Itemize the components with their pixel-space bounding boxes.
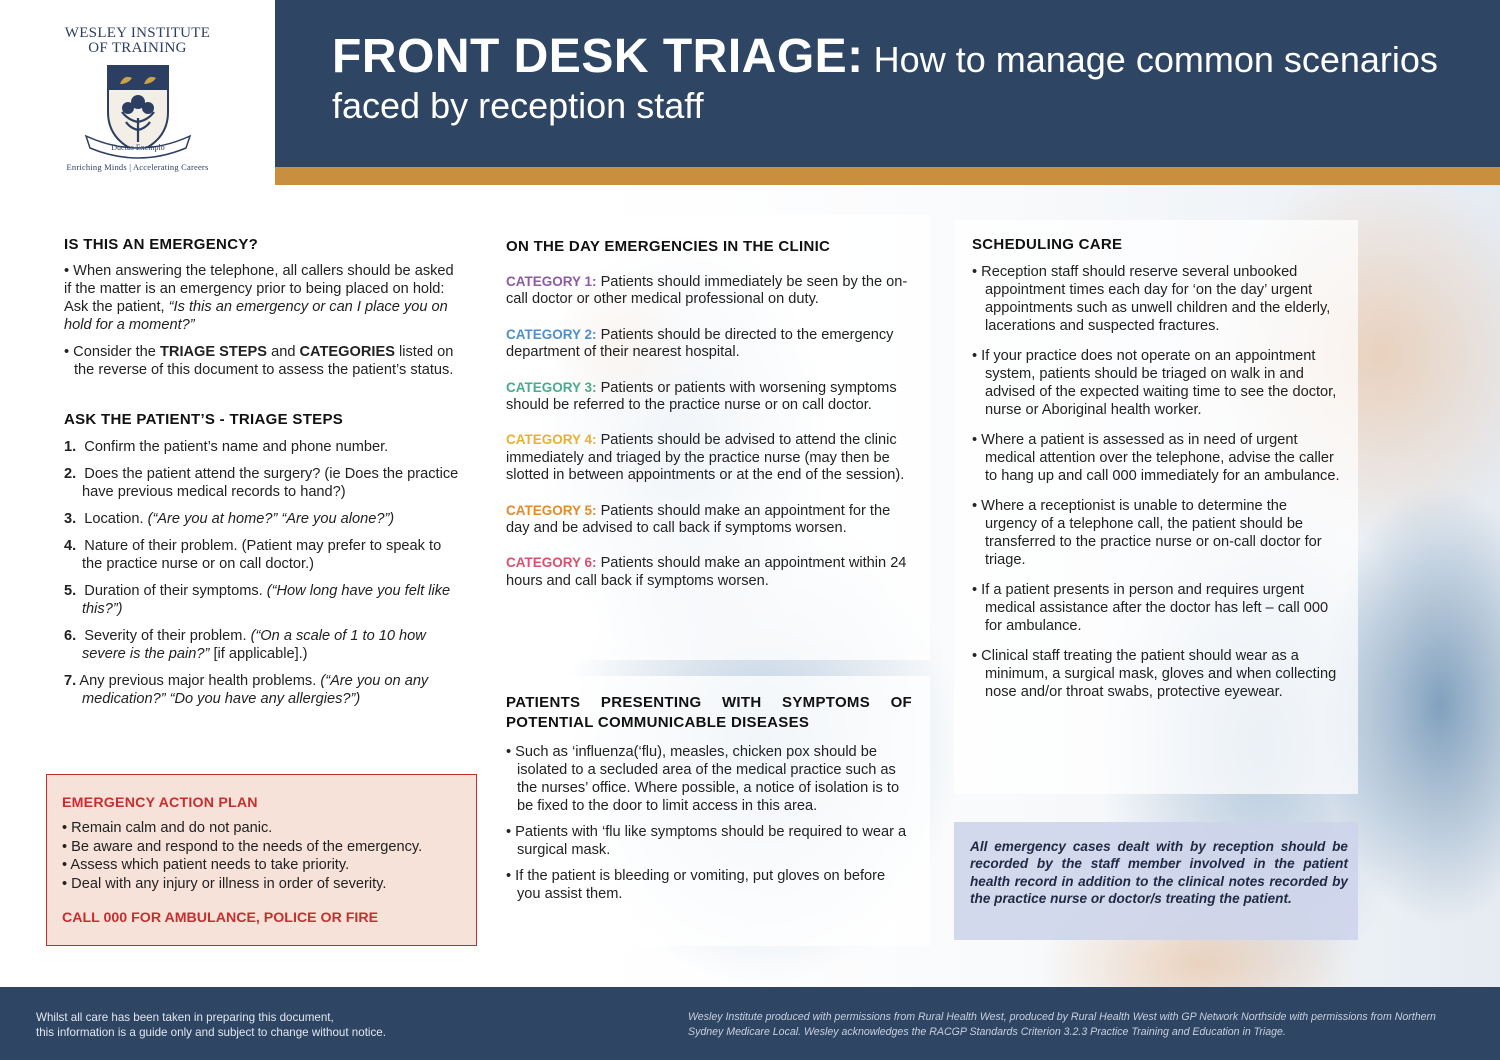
plan-item: • Remain calm and do not panic. xyxy=(62,820,273,836)
communicable-list xyxy=(506,743,912,903)
triage-heading: ASK THE PATIENT’S - TRIAGE STEPS xyxy=(64,411,344,428)
communicable-item: • If the patient is bleeding or vomiting, put gloves on before you assist them. xyxy=(506,868,886,902)
scheduling-item: • If a patient presents in person and requires urgent medical assistance after the doctor has left – call 000 for ambulance. xyxy=(972,582,1329,634)
category-text: Patients should be advised to attend the clinic immediately and triaged by the practice nurse (may then be slotted in between appointments or at the end of the session). xyxy=(506,432,905,484)
clinic-column xyxy=(506,238,912,590)
triage-step xyxy=(64,672,464,708)
title-rest: How to manage common scenarios faced by reception staff xyxy=(332,39,1438,126)
scheduling-item-text: Clinical staff treating the patient should wear as a minimum, a surgical mask, gloves and when collecting nose and/or throat swabs, protective eyewear. xyxy=(981,648,1337,700)
scheduling-item-text: Where a receptionist is unable to determine the urgency of a telephone call, the patient should be transferred to the practice nurse or on-call doctor for triage. xyxy=(981,498,1322,568)
footer-credits: Wesley Institute produced with permissions from Rural Health West, produced by Rural Health West with GP Network Northside with permissions from Northern Sydney Medicare Local. Wesley acknowledges the RACGP Standards Criterion 3.2.3 Practice Training and Education in Triage. xyxy=(688,1011,1436,1038)
communicable-item-text: Patients with ‘flu like symptoms should be required to wear a surgical mask. xyxy=(515,824,907,858)
category-text: Patients should make an appointment for the day and be advised to call back if symptoms worsen. xyxy=(506,502,891,537)
recording-note-text: All emergency cases dealt with by reception should be recorded by the staff member involved in the patient health record in addition to the clinical notes recorded by the practice nurse or doctor/s treating the patient. xyxy=(970,839,1348,907)
step-number: 3. xyxy=(64,511,77,527)
triage-step xyxy=(64,465,464,501)
title-strong: FRONT DESK TRIAGE: xyxy=(332,30,864,83)
communicable-column xyxy=(506,693,912,911)
triage-step xyxy=(64,438,464,456)
step-number: 5. xyxy=(64,583,77,599)
emergency-paragraph-2: • Consider the TRIAGE STEPS and CATEGORIES listed on the reverse of this document to assess the patient’s status. xyxy=(64,344,454,378)
step-number: 6. xyxy=(64,628,77,644)
emergency-p1-text: When answering the telephone, all callers should be asked if the matter is an emergency prior to being placed on hold: Ask the patient, xyxy=(64,263,454,315)
scheduling-item-text: Where a patient is assessed as in need of urgent medical attention over the telephone, advise the caller to hang up and call 000 immediately for an ambulance. xyxy=(981,432,1340,484)
step-text: Duration of their symptoms. xyxy=(84,583,263,599)
plan-item-text: Assess which patient needs to take priority. xyxy=(70,857,350,873)
plan-list xyxy=(62,819,476,893)
page-title xyxy=(332,30,1452,129)
logo-name-line2: OF TRAINING xyxy=(88,40,187,56)
footer-disclaimer-line2: this information is a guide only and subject to change without notice. xyxy=(36,1026,386,1039)
category-label: CATEGORY 1: xyxy=(506,274,597,289)
scheduling-item: • If your practice does not operate on an appointment system, patients should be triaged on walk in and advised of the expected waiting time to see the doctor, nurse or Aboriginal health worker. xyxy=(972,348,1337,418)
footer-disclaimer xyxy=(36,1010,386,1040)
triage-step xyxy=(64,582,464,618)
step-tail: [if applicable].) xyxy=(213,646,308,662)
scheduling-item-text: If a patient presents in person and requires urgent medical assistance after the doctor has left – call 000 for ambulance. xyxy=(981,582,1329,634)
step-text: Location. xyxy=(84,511,144,527)
left-column xyxy=(64,236,464,717)
step-number: 7. xyxy=(64,673,77,689)
scheduling-item: • Where a receptionist is unable to determine the urgency of a telephone call, the patient should be transferred to the practice nurse or on-call doctor for triage. xyxy=(972,498,1322,568)
emergency-heading: IS THIS AN EMERGENCY? xyxy=(64,236,259,253)
category-3 xyxy=(506,379,912,415)
step-quote: (“Are you at home?” “Are you alone?”) xyxy=(147,511,395,527)
motto-text: Ductus Exemplo xyxy=(110,143,165,152)
category-text: Patients should immediately be seen by the on-call doctor or other medical professional on duty. xyxy=(506,274,908,308)
header-accent-bar xyxy=(275,167,1500,185)
triage-step xyxy=(64,627,464,663)
scheduling-column xyxy=(972,236,1342,713)
category-2 xyxy=(506,326,912,362)
communicable-item: • Such as ‘influenza(‘flu), measles, chicken pox should be isolated to a secluded area of the medical practice such as the nurses’ office. Where possible, a notice of isolation is to be fixed to the door to limit access in this area. xyxy=(506,744,900,814)
scheduling-item-text: If your practice does not operate on an appointment system, patients should be triaged on walk in and advised of the expected waiting time to see the doctor, nurse or Aboriginal health worker. xyxy=(981,348,1337,418)
communicable-item-text: If the patient is bleeding or vomiting, put gloves on before you assist them. xyxy=(515,868,886,902)
logo-tagline: Enriching Minds | Accelerating Careers xyxy=(66,162,209,172)
emergency-action-plan xyxy=(46,774,477,946)
footer-disclaimer-line1: Whilst all care has been taken in preparing this document, xyxy=(36,1011,334,1024)
step-text: Nature of their problem. (Patient may prefer to speak to the practice nurse or on call doctor.) xyxy=(82,538,442,572)
plan-item-text: Remain calm and do not panic. xyxy=(71,820,273,836)
communicable-heading-line1: PATIENTS PRESENTING WITH SYMPTOMS OF xyxy=(506,694,912,711)
clinic-heading: ON THE DAY EMERGENCIES IN THE CLINIC xyxy=(506,238,831,255)
emergency-p1-quote: “Is this an emergency or can I place you on hold for a moment?” xyxy=(64,299,448,333)
emergency-intro xyxy=(64,262,464,379)
scheduling-item-text: Reception staff should reserve several unbooked appointment times each day for ‘on the day’ urgent appointments such as unwell children and the elderly, lacerations and suspected fractures. xyxy=(981,264,1331,334)
plan-heading: EMERGENCY ACTION PLAN xyxy=(62,795,258,811)
crest-icon xyxy=(68,60,208,160)
step-text: Confirm the patient’s name and phone number. xyxy=(84,439,389,455)
scheduling-item: • Where a patient is assessed as in need of urgent medical attention over the telephone, advise the caller to hang up and call 000 immediately for an ambulance. xyxy=(972,432,1340,484)
step-number: 4. xyxy=(64,538,77,554)
plan-item: • Be aware and respond to the needs of the emergency. xyxy=(62,838,423,855)
category-text: Patients should make an appointment within 24 hours and call back if symptoms worsen. xyxy=(506,555,907,589)
footer xyxy=(0,987,1500,1060)
plan-item: • Assess which patient needs to take priority. xyxy=(62,857,350,873)
plan-item-text: Be aware and respond to the needs of the emergency. xyxy=(71,838,423,855)
category-text: Patients or patients with worsening symptoms should be referred to the practice nurse or on call doctor. xyxy=(506,379,897,414)
logo xyxy=(0,0,275,185)
communicable-item: • Patients with ‘flu like symptoms should be required to wear a surgical mask. xyxy=(506,824,907,858)
step-text: Severity of their problem. xyxy=(84,628,247,644)
category-label: CATEGORY 2: xyxy=(506,326,597,342)
emergency-paragraph-1: • When answering the telephone, all callers should be asked if the matter is an emergency prior to being placed on hold: Ask the patient, “Is this an emergency or can I place you on hold for a moment?” xyxy=(64,263,454,333)
step-quote: (“Are you on any medication?” “Do you have any allergies?”) xyxy=(82,673,429,707)
triage-steps-list xyxy=(64,438,464,708)
category-label: CATEGORY 6: xyxy=(506,555,597,571)
recording-note xyxy=(954,822,1358,940)
emergency-p2-e: listed on the reverse of this document to assess the patient’s status. xyxy=(74,344,454,378)
communicable-item-text: Such as ‘influenza(‘flu), measles, chicken pox should be isolated to a secluded area of the medical practice such as the nurses’ office. Where possible, a notice of isolation is to be fixed to the door to limit access in this area. xyxy=(515,744,900,814)
emergency-p2-c: and xyxy=(271,344,296,360)
step-text: Does the patient attend the surgery? (ie Does the practice have previous medical records to hand?) xyxy=(82,466,459,500)
step-quote: (“How long have you felt like this?”) xyxy=(82,583,451,617)
category-label: CATEGORY 5: xyxy=(506,502,597,518)
category-6 xyxy=(506,554,912,590)
scheduling-item: • Clinical staff treating the patient should wear as a minimum, a surgical mask, gloves and when collecting nose and/or throat swabs, protective eyewear. xyxy=(972,648,1337,700)
emergency-p2-d: CATEGORIES xyxy=(299,344,395,360)
triage-step xyxy=(64,537,464,573)
emergency-p2-b: TRIAGE STEPS xyxy=(159,344,268,360)
call-000-notice: CALL 000 FOR AMBULANCE, POLICE OR FIRE xyxy=(62,910,379,926)
logo-name-line1: WESLEY INSTITUTE xyxy=(64,25,211,41)
triage-step xyxy=(64,510,464,528)
scheduling-list xyxy=(972,263,1342,701)
scheduling-item: • Reception staff should reserve several unbooked appointment times each day for ‘on the day’ urgent appointments such as unwell children and the elderly, lacerations and suspected fractures. xyxy=(972,264,1331,334)
category-1 xyxy=(506,273,912,309)
step-number: 1. xyxy=(64,439,77,455)
plan-item: • Deal with any injury or illness in order of severity. xyxy=(62,875,387,892)
category-5 xyxy=(506,502,912,538)
step-number: 2. xyxy=(64,466,77,482)
category-label: CATEGORY 3: xyxy=(506,379,597,395)
scheduling-heading: SCHEDULING CARE xyxy=(972,236,1123,253)
communicable-heading-line2: POTENTIAL COMMUNICABLE DISEASES xyxy=(506,714,810,731)
plan-item-text: Deal with any injury or illness in order of severity. xyxy=(71,875,387,892)
emergency-p2-a: Consider the xyxy=(73,344,156,360)
step-quote: (“On a scale of 1 to 10 how severe is the pain?” xyxy=(82,628,426,662)
category-text: Patients should be directed to the emergency department of their nearest hospital. xyxy=(506,326,894,361)
communicable-heading xyxy=(506,693,912,733)
category-4 xyxy=(506,431,912,484)
category-label: CATEGORY 4: xyxy=(506,432,597,448)
step-text: Any previous major health problems. xyxy=(79,673,317,689)
